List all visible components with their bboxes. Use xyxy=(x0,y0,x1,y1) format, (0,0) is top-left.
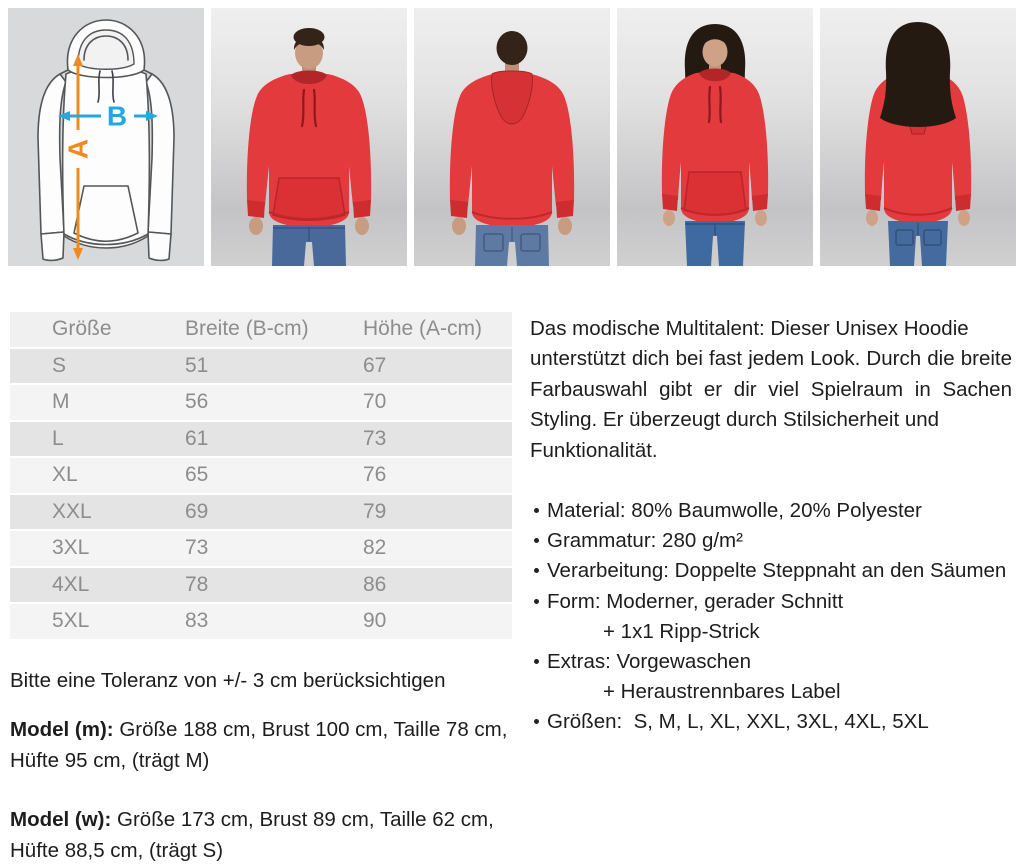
size-diagram-thumbnail[interactable] xyxy=(8,8,204,266)
cell-size: 3XL xyxy=(52,536,90,560)
table-row xyxy=(10,458,512,493)
hoodie-diagram-illustration xyxy=(8,8,204,266)
bullet-dot-icon xyxy=(534,719,539,724)
col-hoehe: Höhe (A-cm) xyxy=(363,317,483,341)
cell-breite: 56 xyxy=(185,390,209,414)
bullet-dot-icon xyxy=(534,599,539,604)
description-line: unterstützt dich bei fast jedem Look. Durch die breite xyxy=(530,347,1012,371)
model-m-note xyxy=(10,715,515,776)
cell-size: M xyxy=(52,390,70,414)
woman-back-illustration xyxy=(820,8,1016,266)
bullet-dot-icon xyxy=(534,568,539,573)
list-item-continuation xyxy=(532,677,1014,707)
cell-breite: 78 xyxy=(185,572,209,596)
table-row xyxy=(10,349,512,384)
model-w-text: Größe 173 cm, Brust 89 cm, Taille 62 cm, Hüfte 88,5 cm, (trägt S) xyxy=(10,808,494,862)
cell-breite: 73 xyxy=(185,536,209,560)
list-item xyxy=(532,496,1014,526)
cell-hoehe: 86 xyxy=(363,572,387,596)
list-item-text: Verarbeitung: Doppelte Steppnaht an den Säumen xyxy=(547,559,1007,583)
tolerance-note: Bitte eine Toleranz von +/- 3 cm berücksichtigen xyxy=(10,669,446,692)
man-back-illustration xyxy=(414,8,610,266)
list-item-text: + Heraustrennbares Label xyxy=(603,680,841,704)
list-item-continuation xyxy=(532,617,1014,647)
man-front-illustration xyxy=(211,8,407,266)
col-breite: Breite (B-cm) xyxy=(185,317,309,341)
cell-hoehe: 76 xyxy=(363,463,387,487)
model-m-text: Größe 188 cm, Brust 100 cm, Taille 78 cm, Hüfte 95 cm, (trägt M) xyxy=(10,718,508,772)
bullet-dot-icon xyxy=(534,508,539,513)
list-item xyxy=(532,587,1014,617)
diagram-label-b: B xyxy=(106,100,128,132)
list-item xyxy=(532,526,1014,556)
model-w-note xyxy=(10,805,515,866)
table-row xyxy=(10,495,512,530)
list-item xyxy=(532,647,1014,677)
cell-size: XXL xyxy=(52,499,92,523)
cell-breite: 51 xyxy=(185,353,209,377)
list-item-text: + 1x1 Ripp-Strick xyxy=(603,619,760,643)
cell-breite: 69 xyxy=(185,499,209,523)
size-table xyxy=(10,312,512,641)
photo-woman-back[interactable] xyxy=(820,8,1016,266)
cell-hoehe: 90 xyxy=(363,609,387,633)
description-line: Das modische Multitalent: Dieser Unisex Hoodie xyxy=(530,317,969,340)
col-groesse: Größe xyxy=(52,317,112,341)
description-line: Funktionalität. xyxy=(530,438,658,462)
cell-breite: 61 xyxy=(185,426,209,450)
product-gallery xyxy=(8,8,1016,266)
size-table-header xyxy=(10,312,512,347)
model-w-label: Model (w): xyxy=(10,808,112,831)
description-line: Farbauswahl gibt er dir viel Spielraum in Sachen xyxy=(530,377,1012,401)
table-row xyxy=(10,422,512,457)
bullet-dot-icon xyxy=(534,659,539,664)
feature-list xyxy=(532,496,1014,738)
list-item xyxy=(532,556,1014,586)
cell-hoehe: 82 xyxy=(363,536,387,560)
woman-front-illustration xyxy=(617,8,813,266)
cell-size: S xyxy=(52,353,67,377)
photo-man-back[interactable] xyxy=(414,8,610,266)
list-item xyxy=(532,707,1014,737)
table-row xyxy=(10,385,512,420)
diagram-label-a: A xyxy=(62,138,94,160)
cell-hoehe: 73 xyxy=(363,426,387,450)
cell-size: XL xyxy=(52,463,78,487)
table-row xyxy=(10,531,512,566)
cell-hoehe: 79 xyxy=(363,499,387,523)
cell-size: L xyxy=(52,426,64,450)
table-row xyxy=(10,568,512,603)
model-m-label: Model (m): xyxy=(10,718,114,741)
photo-woman-front[interactable] xyxy=(617,8,813,266)
list-item-text: Größen: S, M, L, XL, XXL, 3XL, 4XL, 5XL xyxy=(547,710,929,734)
table-row xyxy=(10,604,512,639)
cell-breite: 65 xyxy=(185,463,209,487)
cell-hoehe: 70 xyxy=(363,390,387,414)
description-line: Styling. Er überzeugt durch Stilsicherheit und xyxy=(530,408,940,432)
cell-breite: 83 xyxy=(185,609,209,633)
list-item-text: Form: Moderner, gerader Schnitt xyxy=(547,589,844,613)
list-item-text: Material: 80% Baumwolle, 20% Polyester xyxy=(547,499,922,522)
product-description xyxy=(530,314,1012,466)
cell-size: 5XL xyxy=(52,609,90,633)
list-item-text: Grammatur: 280 g/m² xyxy=(547,529,743,553)
cell-size: 4XL xyxy=(52,572,90,596)
cell-hoehe: 67 xyxy=(363,353,387,377)
photo-man-front[interactable] xyxy=(211,8,407,266)
list-item-text: Extras: Vorgewaschen xyxy=(547,650,751,674)
bullet-dot-icon xyxy=(534,538,539,543)
